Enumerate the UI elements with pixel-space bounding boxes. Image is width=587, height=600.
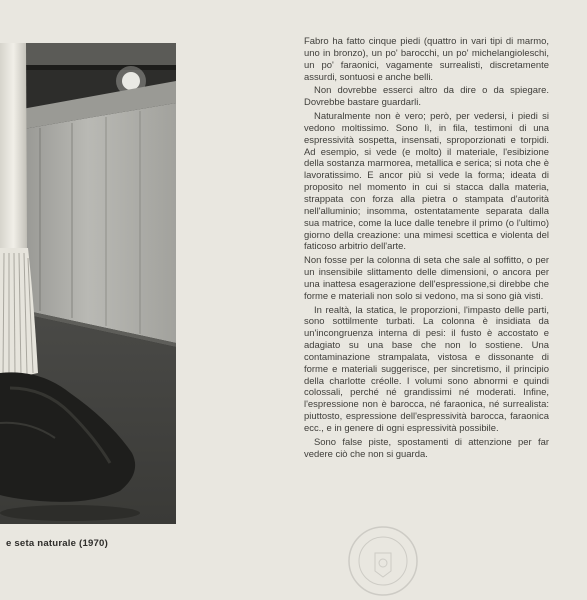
artwork-photo <box>0 43 176 524</box>
photo-illustration <box>0 43 176 524</box>
photo-caption: e seta naturale (1970) <box>6 538 108 549</box>
article-text <box>304 36 549 463</box>
paragraph-4: Non fosse per la colonna di seta che sale al soffitto, o per un insensibile slittamento delle dimensioni, o ancora per una inattesa esagerazione dell'espressione,si direbbe che forme e materiali non solo si vedono, ma si sono già visti. <box>304 255 549 302</box>
paragraph-2: Non dovrebbe esserci altro da dire o da spiegare. Dovrebbe bastare guardarli. <box>304 85 549 109</box>
library-stamp-icon <box>345 523 421 599</box>
paragraph-3: Naturalmente non è vero; però, per vedersi, i piedi si vedono moltissimo. Sono lì, in fila, testimoni di una espressività sospetta, insensati, sproporzionati e torpidi. Ad esempio, si vede (e molto) il materiale, l'esibizione della sostanza marmorea, metallica e serica; si nota che è lavoratissimo. E ancor più si vede la forma; ideata di proposito nel momento in cui si stacca dalla materia, strappata con forza alla pietra o stampata d'autorità nell'alluminio; insomma, ostentatamente separata dalla sua matrice, come la luce dalle tenebre il primo (o l'ultimo) giorno della creazione: una mimesi scettica e violenta del faticoso arbitrio dell'arte. <box>304 111 549 253</box>
paragraph-5: In realtà, la statica, le proporzioni, l'impasto delle parti, sono sottilmente turbati. La colonna è insidiata da un'incongruenza interna di pesi: il fusto è accostato e adagiato su una base che non lo sostiene. Una contaminazione strampalata, vistosa e dissonante di forme e materiali suggerisce, per sincretismo, il principio della charlotte créolle. I volumi sono abnormi e quindi colossali, perché né grandissimi né moderati. Infine, l'espressione non è barocca, né faraonica, né surrealista: piuttosto, espressione dell'espressività barocca, faraonica ecc., e in genere di ogni espressività possibile. <box>304 304 549 434</box>
paragraph-1: Fabro ha fatto cinque piedi (quattro in vari tipi di marmo, uno in bronzo), un po' barocchi, un po' michelangioleschi, un po' faraonici, vagamente surrealisti, discretamente assurdi, sontuosi e anche belli. <box>304 36 549 83</box>
paragraph-6: Sono false piste, spostamenti di attenzione per far vedere ciò che non si guarda. <box>304 436 549 460</box>
